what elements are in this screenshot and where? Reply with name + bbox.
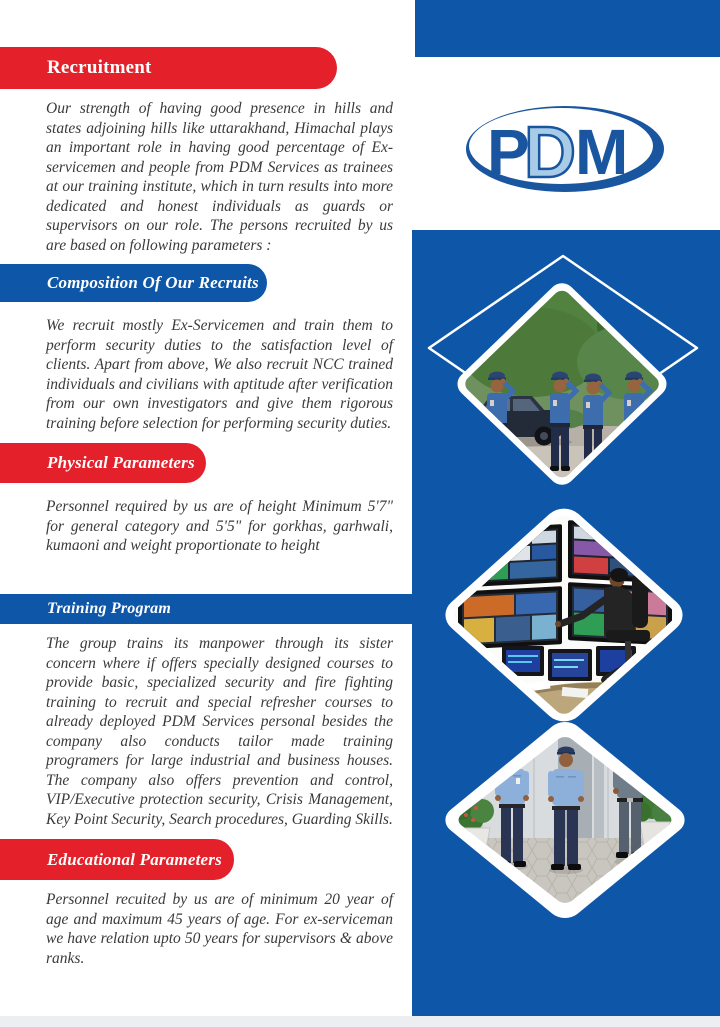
section-body-physical: Personnel required by us are of height Minimum 5'7" for general category and 5'5" for gorkhas, garhwali, kumaoni and weight proportionate to height [46,498,393,554]
section-body-educational: Personnel recuited by us are of minimum 20 year of age and maximum 45 years of age. For ex-serviceman we have relation upto 50 years for supervisors & above ranks. [46,891,393,967]
section-title: Physical Parameters [47,453,195,472]
section-header-training [0,594,412,624]
pdm-logo-graphic [455,95,675,205]
section-title: Recruitment [47,57,152,78]
section-header-composition [0,264,267,302]
section-title: Training Program [47,600,171,617]
top-right-blue-block [415,0,720,57]
bottom-strip [0,1016,720,1027]
section-title: Composition Of Our Recruits [47,273,259,292]
section-body-composition: We recruit mostly Ex-Servicemen and train them to perform security duties to the satisfaction level of clients. Apart from above, We also recruit NCC trained individuals and civilians with aptitude after verification from our own investigators and give them rigorous training before selection for performing security duties. [46,317,393,432]
section-title: Educational Parameters [47,849,222,869]
logo-letter-d: D [524,113,576,193]
pdm-logo [455,95,675,205]
logo-letter-m: M [575,116,629,188]
section-header-recruitment [0,47,337,89]
section-body-recruitment: Our strength of having good presence in hills and states adjoining hills like uttarakhand, Himachal plays an important role in having good percentage of Ex-servicemen and people from PDM Services as trainees at our training institute, which in turn results into more dedicated and honest individuals as guards or supervisors on our role. The persons recruited by us are based on following parameters : [46,100,393,254]
section-body-training: The group trains its manpower through its sister concern where if offers specially designed courses to provide basic, specialized security and fire fighting training to recruit and special refresher courses to already deployed PDM Services personal besides the company also conducts tailor made training programers for large industrial and business houses. The company also offers prevention and control, VIP/Executive protection security, Crisis Management, Key Point Security, Search procedures, Guarding Skills. [46,635,393,828]
section-header-physical [0,443,206,483]
right-photo-panel [412,230,720,1016]
section-header-educational [0,839,234,880]
logo-letter-p: P [487,116,530,188]
photo-panel-graphic [412,230,720,1016]
